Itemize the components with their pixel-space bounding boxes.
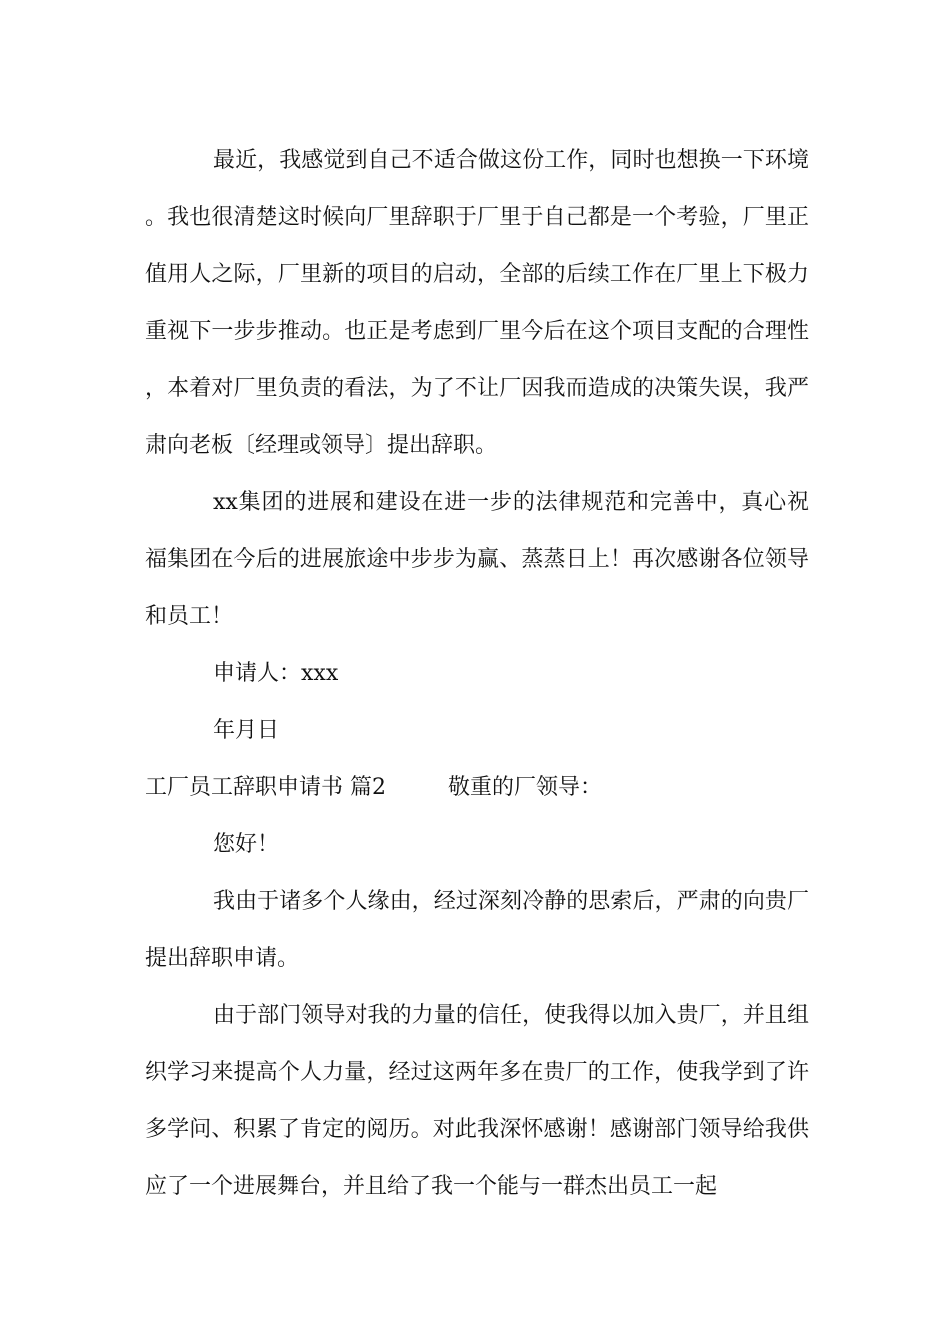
section-heading-line bbox=[145, 759, 809, 816]
paragraph-blessing: xx集团的进展和建设在进一步的法律规范和完善中，真心祝福集团在今后的进展旅途中步步为赢、蒸蒸日上！再次感谢各位领导和员工！ bbox=[145, 490, 809, 629]
document-body bbox=[145, 132, 809, 1215]
applicant-line: 申请人：xxx bbox=[213, 661, 339, 686]
section-title: 工厂员工辞职申请书 篇2 bbox=[145, 775, 386, 800]
salutation: 敬重的厂领导： bbox=[448, 775, 603, 800]
paragraph-gratitude: 由于部门领导对我的力量的信任，使我得以加入贵厂，并且组织学习来提高个人力量，经过这两年多在贵厂的工作，使我学到了许多学问、积累了肯定的阅历。对此我深怀感谢！感谢部门领导给我供应了一个进展舞台，并且给了我一个能与一群杰出员工一起 bbox=[145, 1003, 809, 1199]
greeting-line: 您好！ bbox=[213, 832, 280, 857]
date-line: 年月日 bbox=[213, 718, 280, 743]
paragraph-resignation-request: 我由于诸多个人缘由，经过深刻冷静的思索后，严肃的向贵厂提出辞职申请。 bbox=[145, 889, 809, 971]
paragraph-resignation-reason: 最近，我感觉到自己不适合做这份工作，同时也想换一下环境。我也很清楚这时候向厂里辞职于厂里于自己都是一个考验，厂里正值用人之际，厂里新的项目的启动，全部的后续工作在厂里上下极力重视下一步步推动。也正是考虑到厂里今后在这个项目支配的合理性，本着对厂里负责的看法，为了不让厂因我而造成的决策失误，我严肃向老板〔经理或领导〕提出辞职。 bbox=[145, 148, 809, 458]
